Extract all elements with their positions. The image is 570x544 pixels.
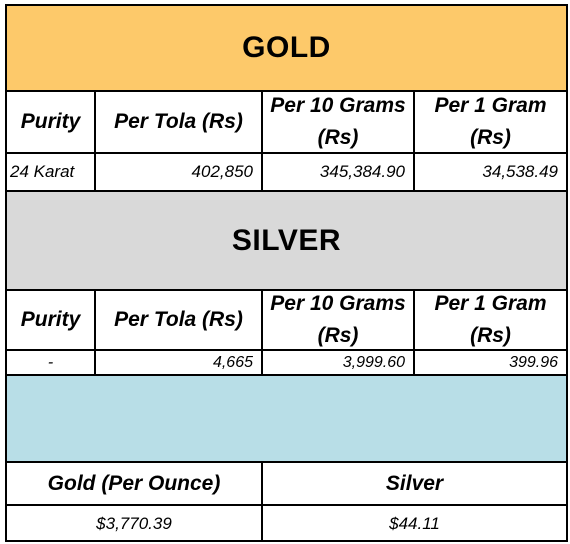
international-section-band — [7, 376, 566, 463]
gold-per-1-gram-header: Per 1 Gram (Rs) — [434, 94, 547, 149]
gold-per-tola-header: Per Tola (Rs) — [96, 92, 263, 152]
silver-per-10-grams-value: 3,999.60 — [263, 351, 415, 374]
silver-header-row — [7, 291, 566, 351]
gold-purity-value: 24 Karat — [7, 154, 96, 190]
international-gold-value: $3,770.39 — [7, 506, 263, 542]
silver-data-row — [7, 351, 566, 376]
gold-per-tola-value: 402,850 — [96, 154, 263, 190]
silver-per-10-grams-header: Per 10 Grams (Rs) — [263, 291, 415, 349]
silver-section-header — [7, 192, 566, 291]
silver-per-tola-header: Per Tola (Rs) — [96, 291, 263, 349]
gold-section-header — [7, 6, 566, 92]
gold-per-10-grams-value: 345,384.90 — [263, 154, 415, 190]
silver-purity-header: Purity — [7, 291, 96, 349]
international-value-row — [7, 506, 566, 542]
international-silver-header: Silver — [385, 471, 444, 495]
gold-title: GOLD — [242, 31, 331, 64]
silver-title: SILVER — [231, 223, 342, 257]
silver-per-1-gram-header: Per 1 Gram (Rs) — [434, 292, 547, 347]
gold-purity-header: Purity — [7, 92, 96, 152]
international-silver-value: $44.11 — [389, 514, 440, 533]
gold-header-row — [7, 92, 566, 154]
gold-data-row — [7, 154, 566, 192]
silver-per-1-gram-value: 399.96 — [509, 353, 558, 371]
international-gold-header: Gold (Per Ounce) — [7, 463, 263, 504]
silver-purity-value: - — [7, 351, 96, 374]
silver-per-tola-value: 4,665 — [96, 351, 263, 374]
international-header-row — [7, 463, 566, 506]
rates-table — [5, 4, 568, 542]
gold-per-1-gram-value: 34,538.49 — [482, 162, 558, 181]
gold-per-10-grams-header: Per 10 Grams (Rs) — [263, 92, 415, 152]
